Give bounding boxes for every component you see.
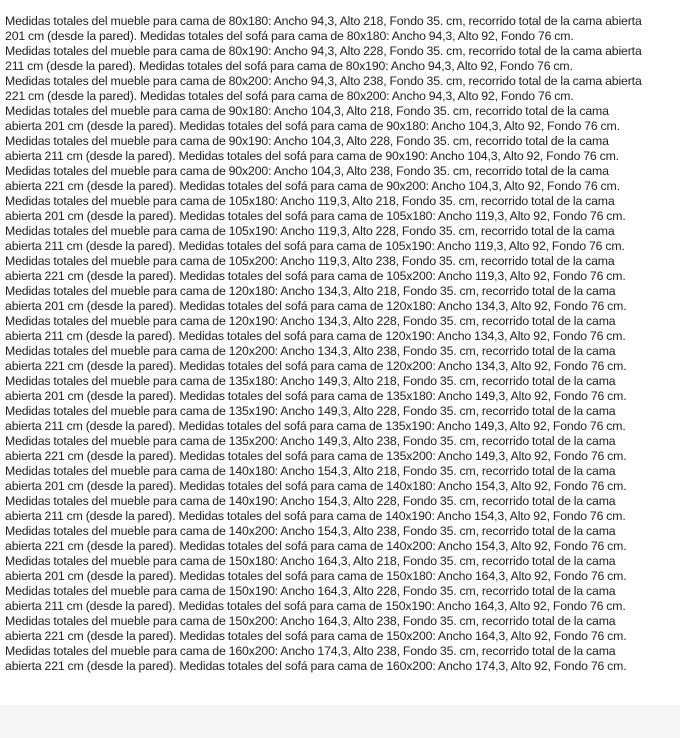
dimension-text-line: Medidas totales del mueble para cama de 105x200: Ancho 119,3, Alto 238, Fondo 35. cm, recorrido total de la cama [5,254,615,268]
dimension-text-line: Medidas totales del mueble para cama de 90x190: Ancho 104,3, Alto 228, Fondo 35. cm, recorrido total de la cama [5,134,609,148]
dimension-text-line: Medidas totales del mueble para cama de 120x180: Ancho 134,3, Alto 218, Fondo 35. cm, recorrido total de la cama [5,284,616,298]
dimension-text-line: Medidas totales del mueble para cama de 140x190: Ancho 154,3, Alto 228, Fondo 35. cm, recorrido total de la cama [5,494,616,508]
dimension-text-line: Medidas totales del mueble para cama de 105x180: Ancho 119,3, Alto 218, Fondo 35. cm, recorrido total de la cama [5,194,615,208]
dimension-text-line: abierta 221 cm (desde la pared). Medidas totales del sofá para cama de 135x200: Ancho 149,3, Alto 92, Fondo 76 cm. [5,449,627,463]
footer-band [0,705,680,738]
dimension-text-line: Medidas totales del mueble para cama de 105x190: Ancho 119,3, Alto 228, Fondo 35. cm, recorrido total de la cama [5,224,615,238]
dimension-text-line: Medidas totales del mueble para cama de 140x200: Ancho 154,3, Alto 238, Fondo 35. cm, recorrido total de la cama [5,524,616,538]
dimension-text-line: Medidas totales del mueble para cama de 160x200: Ancho 174,3, Alto 238, Fondo 35. cm, recorrido total de la cama [5,644,616,658]
dimension-text-line: abierta 211 cm (desde la pared). Medidas totales del sofá para cama de 140x190: Ancho 154,3, Alto 92, Fondo 76 cm. [5,509,626,523]
dimension-text-line: abierta 211 cm (desde la pared). Medidas totales del sofá para cama de 105x190: Ancho 119,3, Alto 92, Fondo 76 cm. [5,239,625,253]
dimension-text-line: Medidas totales del mueble para cama de 140x180: Ancho 154,3, Alto 218, Fondo 35. cm, recorrido total de la cama [5,464,616,478]
dimension-text-line: abierta 211 cm (desde la pared). Medidas totales del sofá para cama de 90x190: Ancho 104,3, Alto 92, Fondo 76 cm. [5,149,619,163]
dimension-text-line: abierta 201 cm (desde la pared). Medidas totales del sofá para cama de 135x180: Ancho 149,3, Alto 92, Fondo 76 cm. [5,389,627,403]
dimension-text-line: abierta 201 cm (desde la pared). Medidas totales del sofá para cama de 90x180: Ancho 104,3, Alto 92, Fondo 76 cm. [5,119,620,133]
dimension-text-line: 211 cm (desde la pared). Medidas totales del sofá para cama de 80x190: Ancho 94,3, Alto 92, Fondo 76 cm. [5,59,573,73]
dimension-text-line: Medidas totales del mueble para cama de 90x200: Ancho 104,3, Alto 238, Fondo 35. cm, recorrido total de la cama [5,164,609,178]
dimension-text-line: Medidas totales del mueble para cama de 135x200: Ancho 149,3, Alto 238, Fondo 35. cm, recorrido total de la cama [5,434,616,448]
dimension-text-line: Medidas totales del mueble para cama de 135x180: Ancho 149,3, Alto 218, Fondo 35. cm, recorrido total de la cama [5,374,616,388]
dimension-text-line: abierta 201 cm (desde la pared). Medidas totales del sofá para cama de 150x180: Ancho 164,3, Alto 92, Fondo 76 cm. [5,569,627,583]
dimension-text-line: abierta 221 cm (desde la pared). Medidas totales del sofá para cama de 90x200: Ancho 104,3, Alto 92, Fondo 76 cm. [5,179,620,193]
dimension-text-line: abierta 211 cm (desde la pared). Medidas totales del sofá para cama de 150x190: Ancho 164,3, Alto 92, Fondo 76 cm. [5,599,626,613]
dimension-text-line: Medidas totales del mueble para cama de 150x200: Ancho 164,3, Alto 238, Fondo 35. cm, recorrido total de la cama [5,614,616,628]
dimension-text-line: abierta 201 cm (desde la pared). Medidas totales del sofá para cama de 120x180: Ancho 134,3, Alto 92, Fondo 76 cm. [5,299,627,313]
dimension-text-line: abierta 201 cm (desde la pared). Medidas totales del sofá para cama de 105x180: Ancho 119,3, Alto 92, Fondo 76 cm. [5,209,626,223]
dimension-text-line: Medidas totales del mueble para cama de 80x180: Ancho 94,3, Alto 218, Fondo 35. cm, recorrido total de la cama abierta [5,14,642,28]
dimension-text-line: abierta 221 cm (desde la pared). Medidas totales del sofá para cama de 120x200: Ancho 134,3, Alto 92, Fondo 76 cm. [5,359,627,373]
dimension-text-line: Medidas totales del mueble para cama de 135x190: Ancho 149,3, Alto 228, Fondo 35. cm, recorrido total de la cama [5,404,616,418]
dimension-text-line: 201 cm (desde la pared). Medidas totales del sofá para cama de 80x180: Ancho 94,3, Alto 92, Fondo 76 cm. [5,29,574,43]
dimension-text-line: abierta 221 cm (desde la pared). Medidas totales del sofá para cama de 140x200: Ancho 154,3, Alto 92, Fondo 76 cm. [5,539,627,553]
dimension-text-line: abierta 211 cm (desde la pared). Medidas totales del sofá para cama de 120x190: Ancho 134,3, Alto 92, Fondo 76 cm. [5,329,626,343]
dimension-text-line: abierta 211 cm (desde la pared). Medidas totales del sofá para cama de 135x190: Ancho 149,3, Alto 92, Fondo 76 cm. [5,419,626,433]
dimension-text-line: Medidas totales del mueble para cama de 90x180: Ancho 104,3, Alto 218, Fondo 35. cm, recorrido total de la cama [5,104,609,118]
dimension-text-line: Medidas totales del mueble para cama de 150x190: Ancho 164,3, Alto 228, Fondo 35. cm, recorrido total de la cama [5,584,616,598]
dimension-text-line: abierta 221 cm (desde la pared). Medidas totales del sofá para cama de 150x200: Ancho 164,3, Alto 92, Fondo 76 cm. [5,629,627,643]
dimension-text-line: Medidas totales del mueble para cama de 120x200: Ancho 134,3, Alto 238, Fondo 35. cm, recorrido total de la cama [5,344,616,358]
dimension-text-line: Medidas totales del mueble para cama de 80x190: Ancho 94,3, Alto 228, Fondo 35. cm, recorrido total de la cama abierta [5,44,642,58]
dimension-text-line: Medidas totales del mueble para cama de 150x180: Ancho 164,3, Alto 218, Fondo 35. cm, recorrido total de la cama [5,554,616,568]
dimension-text-line: abierta 221 cm (desde la pared). Medidas totales del sofá para cama de 105x200: Ancho 119,3, Alto 92, Fondo 76 cm. [5,269,626,283]
dimension-text-line: abierta 221 cm (desde la pared). Medidas totales del sofá para cama de 160x200: Ancho 174,3, Alto 92, Fondo 76 cm. [5,659,627,673]
dimension-text-line: Medidas totales del mueble para cama de 120x190: Ancho 134,3, Alto 228, Fondo 35. cm, recorrido total de la cama [5,314,616,328]
dimension-text-line: Medidas totales del mueble para cama de 80x200: Ancho 94,3, Alto 238, Fondo 35. cm, recorrido total de la cama abierta [5,74,642,88]
dimension-text-line: abierta 201 cm (desde la pared). Medidas totales del sofá para cama de 140x180: Ancho 154,3, Alto 92, Fondo 76 cm. [5,479,627,493]
product-dimensions-text [5,14,680,674]
dimension-text-line: 221 cm (desde la pared). Medidas totales del sofá para cama de 80x200: Ancho 94,3, Alto 92, Fondo 76 cm. [5,89,574,103]
